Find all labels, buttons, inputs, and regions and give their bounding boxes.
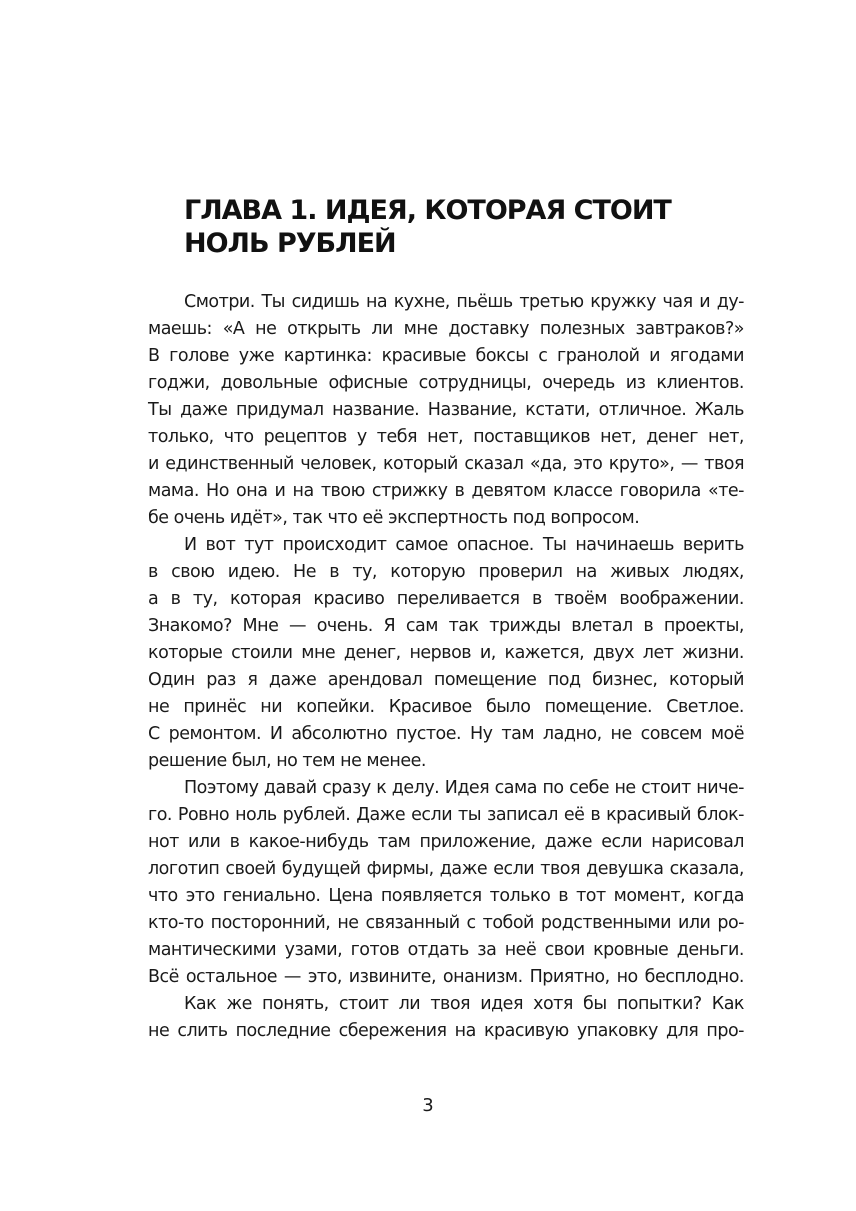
text-line: С ремонтом. И абсолютно пустое. Ну там ладно, не совсем моё [148,724,744,744]
text-line: решение был, но тем не менее. [148,751,426,771]
text-line: Поэтому давай сразу к делу. Идея сама по себе не стоит ниче- [184,778,744,798]
text-line: мантическими узами, готов отдать за неё свои кровные деньги. [148,940,744,960]
chapter-title [184,194,744,260]
text-line: нот или в какое-нибудь там приложение, даже если нарисовал [148,832,744,852]
text-line: Один раз я даже арендовал помещение под бизнес, который [148,670,744,690]
text-line: не принёс ни копейки. Красивое было помещение. Светлое. [148,697,744,717]
text-line: не слить последние сбережения на красивую упаковку для про- [148,1021,744,1041]
text-line: бе очень идёт», так что её экспертность под вопросом. [148,508,640,528]
text-line: Знакомо? Мне — очень. Я сам так трижды влетал в проекты, [148,616,744,636]
text-line: маешь: «А не открыть ли мне доставку полезных завтраков?» [148,319,744,339]
text-line: кто-то посторонний, не связанный с тобой родственными или ро- [148,913,744,933]
chapter-title-line: НОЛЬ РУБЛЕЙ [184,228,396,259]
text-line: которые стоили мне денег, нервов и, кажется, двух лет жизни. [148,643,744,663]
text-line: что это гениально. Цена появляется только в тот момент, когда [148,886,744,906]
text-line: В голове уже картинка: красивые боксы с гранолой и ягодами [148,346,744,366]
paragraph [148,775,744,991]
text-line: мама. Но она и на твою стрижку в девятом классе говорила «те- [148,481,744,501]
text-line: Смотри. Ты сидишь на кухне, пьёшь третью кружку чая и ду- [184,292,744,312]
text-line: в свою идею. Не в ту, которую проверил на живых людях, [148,562,744,582]
paragraph [148,991,744,1045]
body-text [148,289,744,1045]
text-line: логотип своей будущей фирмы, даже если твоя девушка сказала, [148,859,744,879]
text-line: Ты даже придумал название. Название, кстати, отличное. Жаль [148,400,744,420]
paragraph [148,289,744,532]
text-line: го. Ровно ноль рублей. Даже если ты записал её в красивый блок- [148,805,744,825]
text-line: Всё остальное — это, извините, онанизм. Приятно, но бесплодно. [148,967,744,987]
paragraph [148,532,744,775]
chapter-title-line: ГЛАВА 1. ИДЕЯ, КОТОРАЯ СТОИТ [184,195,671,226]
text-line: годжи, довольные офисные сотрудницы, очередь из клиентов. [148,373,744,393]
text-line: И вот тут происходит самое опасное. Ты начинаешь верить [184,535,744,555]
page-number: 3 [422,1095,434,1116]
text-line: Как же понять, стоит ли твоя идея хотя бы попытки? Как [184,994,744,1014]
text-line: а в ту, которая красиво переливается в твоём воображении. [148,589,744,609]
text-line: только, что рецептов у тебя нет, поставщиков нет, денег нет, [148,427,744,447]
text-line: и единственный человек, который сказал «да, это круто», — твоя [148,454,744,474]
